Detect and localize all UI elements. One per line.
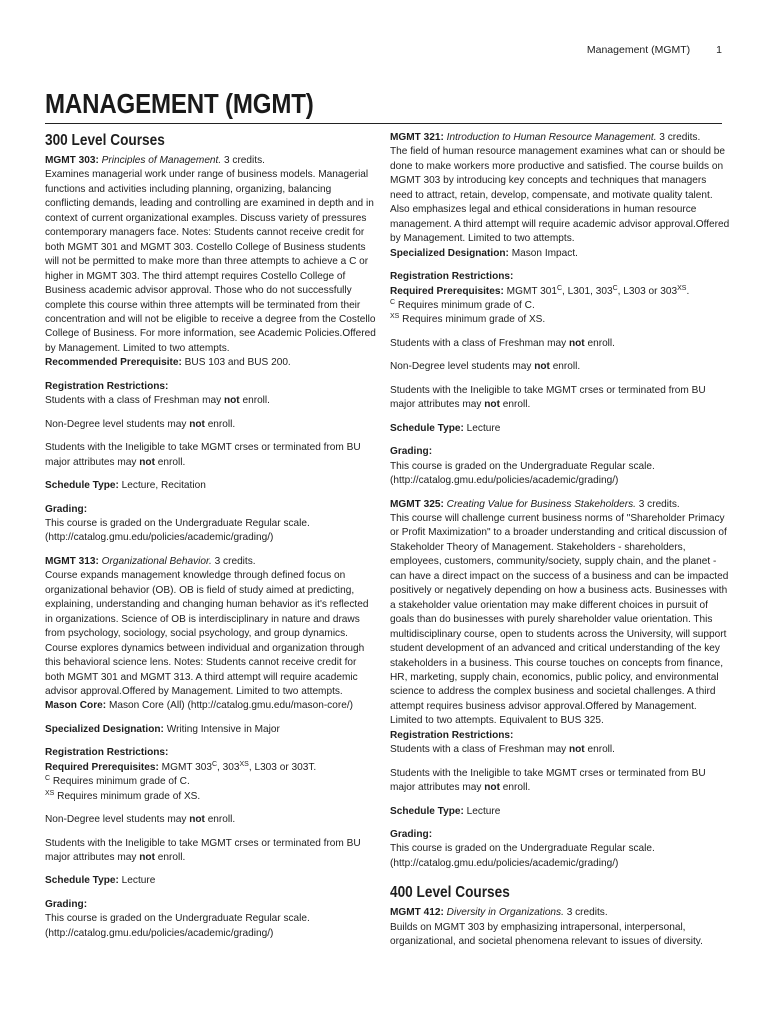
restriction-freshman: Students with a class of Freshman may not enroll.: [390, 744, 615, 756]
course-code: MGMT 303:: [45, 155, 99, 166]
schedule-type-value: Lecture: [463, 805, 501, 817]
required-prereqs: Required Prerequisites: MGMT $301^C$, L301, $303^C$, L303 or $303^{XS}$.: [390, 284, 690, 297]
registration-restrictions-label: Registration Restrictions:: [390, 271, 514, 283]
right-column: [390, 131, 730, 950]
prereq-notes: $^C$ Requires minimum grade of C. $^{XS}$ Requires minimum grade of XS.: [390, 298, 546, 326]
restriction-nondegree: Non-Degree level students may not enroll.: [45, 814, 236, 826]
course-code: MGMT 313:: [45, 555, 99, 567]
recommended-prereq-value: BUS 103 and BUS 200.: [181, 357, 291, 369]
schedule-type-label: Schedule Type:: [45, 480, 119, 492]
section-heading-400: 400 Level Courses: [390, 884, 510, 902]
course-mgmt-412: [390, 906, 730, 949]
course-description: Course expands management knowledge through defined focus on organizational behavior (OB). OB is field of study aimed at predicting, explaining, understanding and changing human behavior as it's reflected in organizations. Science of OB is interdisciplinary in nature and draws from psychology, sociology, social psychology, and group dynamics. Course explores dynamics between individual and organization through this behavioral science lens. Notes: Students cannot receive credit for both MGMT 301 and MGMT 313. A third attempt will require academic advisor approval.Offered by Management. Limited to two attempts.: [45, 570, 369, 697]
course-title: Introduction to Human Resource Management.: [446, 132, 657, 143]
course-mgmt-313: [45, 555, 378, 941]
specialized-designation-value: Writing Intensive in Major: [163, 723, 280, 735]
running-header-title: Management (MGMT): [586, 44, 691, 56]
course-credits: 3 credits.: [656, 132, 701, 143]
specialized-designation-label: Specialized Designation:: [390, 247, 509, 259]
restriction-ineligible: Students with the Ineligible to take MGMT crses or terminated from BU major attributes may not enroll.: [45, 837, 361, 864]
grading-label: Grading:: [45, 503, 88, 515]
course-code: MGMT 321:: [390, 132, 444, 143]
restriction-nondegree: Non-Degree level students may not enroll.: [45, 418, 236, 430]
grading-label: Grading:: [390, 446, 433, 458]
course-code: MGMT 325:: [390, 498, 444, 510]
course-credits: 3 credits.: [563, 907, 608, 919]
grading-text: This course is graded on the Undergraduate Regular scale. (http://catalog.gmu.edu/policies/academic/grading/): [390, 460, 655, 487]
grading-text: This course is graded on the Undergraduate Regular scale. (http://catalog.gmu.edu/policies/academic/grading/): [390, 843, 655, 869]
schedule-type-value: Lecture: [118, 875, 156, 887]
recommended-prereq-label: Recommended Prerequisite:: [45, 357, 182, 369]
course-description: The field of human resource management examines what can or should be done to make workers more productive and satisfied. The course builds on MGMT 303 by introducing key concepts and techniques that managers need to attract, retain, develop, compensate, and motivate quality talent. Also emphasizes legal and ethical considerations in human resource management. A third attempt will require academic advisor approval.Offered by Management. Limited to two attempts.: [390, 146, 730, 245]
course-mgmt-325: [390, 498, 730, 872]
course-description: Builds on MGMT 303 by emphasizing intrapersonal, interpersonal, organizational, and societal phenomena relevant to issues of diversity.: [390, 921, 703, 948]
restriction-freshman: Students with a class of Freshman may not enroll.: [45, 395, 270, 407]
schedule-type-value: Lecture, Recitation: [118, 480, 206, 492]
left-column: [45, 131, 378, 941]
course-title: Principles of Management.: [101, 155, 222, 166]
registration-restrictions-label: Registration Restrictions:: [45, 380, 169, 392]
page-number: 1: [716, 44, 722, 56]
course-title: Creating Value for Business Stakeholders.: [446, 498, 636, 510]
course-title: Organizational Behavior.: [101, 555, 212, 567]
required-prereqs: Required Prerequisites: MGMT $303^C$, $303^{XS}$, L303 or 303T.: [45, 760, 317, 773]
restriction-freshman: Students with a class of Freshman may not enroll.: [390, 337, 615, 349]
course-credits: 3 credits.: [221, 155, 265, 166]
course-mgmt-321: [390, 131, 730, 489]
registration-restrictions-label: Registration Restrictions:: [45, 747, 169, 759]
course-title: Diversity in Organizations.: [446, 907, 564, 919]
schedule-type-label: Schedule Type:: [390, 805, 464, 817]
mason-core-value: Mason Core (All) (http://catalog.gmu.edu/mason-core/): [106, 700, 353, 712]
section-heading-300: 300 Level Courses: [45, 132, 165, 149]
course-credits: 3 credits.: [211, 555, 256, 567]
grading-text: This course is graded on the Undergraduate Regular scale. (http://catalog.gmu.edu/policies/academic/grading/): [45, 913, 310, 939]
schedule-type-value: Lecture: [463, 422, 501, 434]
schedule-type-label: Schedule Type:: [45, 875, 119, 887]
course-credits: 3 credits.: [635, 498, 680, 510]
course-code: MGMT 412:: [390, 907, 444, 919]
grading-text: This course is graded on the Undergraduate Regular scale. (http://catalog.gmu.edu/policies/academic/grading/): [45, 517, 310, 544]
specialized-designation-value: Mason Impact.: [508, 247, 578, 259]
mason-core-label: Mason Core:: [45, 700, 107, 712]
restriction-ineligible: Students with the Ineligible to take MGMT crses or terminated from BU major attributes may not enroll.: [390, 767, 706, 794]
restriction-nondegree: Non-Degree level students may not enroll.: [390, 361, 581, 373]
course-description: Examines managerial work under range of business models. Managerial functions and activities including planning, organizing, balancing conflicting demands, leading and controlling are examined in depth and in context of current organizational examples. Discuss variety of pressures contemporary managers face. Notes: Students cannot receive credit for both MGMT 301 and MGMT 303. Costello College of Business students will not be permitted to make more than three attempts to achieve a C or higher in MGMT 303. The third attempt requires Costello College of Business academic advisor approval. Those who do not successfully complete this course within three attempts will be terminated from their concentration and will not be eligible to receive a degree from the Costello College of Business. For more information, see Academic Policies.Offered by Management. Limited to two attempts.: [45, 169, 376, 354]
specialized-designation-label: Specialized Designation:: [45, 723, 164, 735]
grading-label: Grading:: [45, 898, 88, 910]
restriction-ineligible: Students with the Ineligible to take MGMT crses or terminated from BU major attributes may not enroll.: [45, 442, 361, 468]
page-title: MANAGEMENT (MGMT): [45, 88, 314, 119]
course-description: This course will challenge current business norms of "Shareholder Primacy or Profit Maximization" to a broader understanding and critical discussion of Stakeholder Theory of Management. Stakeholders - shareholders, employees, customers, community/society, supply chain, and the planet - can have a direct impact on the success of a business and can be impacted positively or negatively depending on how a business acts. Businesses with a stakeholder value orientation may make different choices in pursuit of goals than do businesses with purely shareholder value orientation. This multidisciplinary course, open to students across the University, will support student development of an advanced and critical understanding of the key stakeholders in a business. This course touches on concepts from finance, HR, marketing, supply chain, economics, public policy, and environmental science to address the complex business and societal challenges. A third attempt requires business advisor approval.Offered by Management. Limited to two attempts. Equivalent to BUS 325.: [390, 512, 729, 727]
restriction-ineligible: Students with the Ineligible to take MGMT crses or terminated from BU major attributes may not enroll.: [390, 384, 706, 411]
schedule-type-label: Schedule Type:: [390, 422, 464, 434]
registration-restrictions-label: Registration Restrictions:: [390, 729, 514, 741]
running-header: [587, 44, 722, 56]
prereq-notes: $^C$ Requires minimum grade of C. $^{XS}$ Requires minimum grade of XS.: [45, 775, 201, 802]
title-rule: [45, 123, 722, 124]
grading-label: Grading:: [390, 829, 433, 841]
course-mgmt-303: [45, 154, 378, 546]
